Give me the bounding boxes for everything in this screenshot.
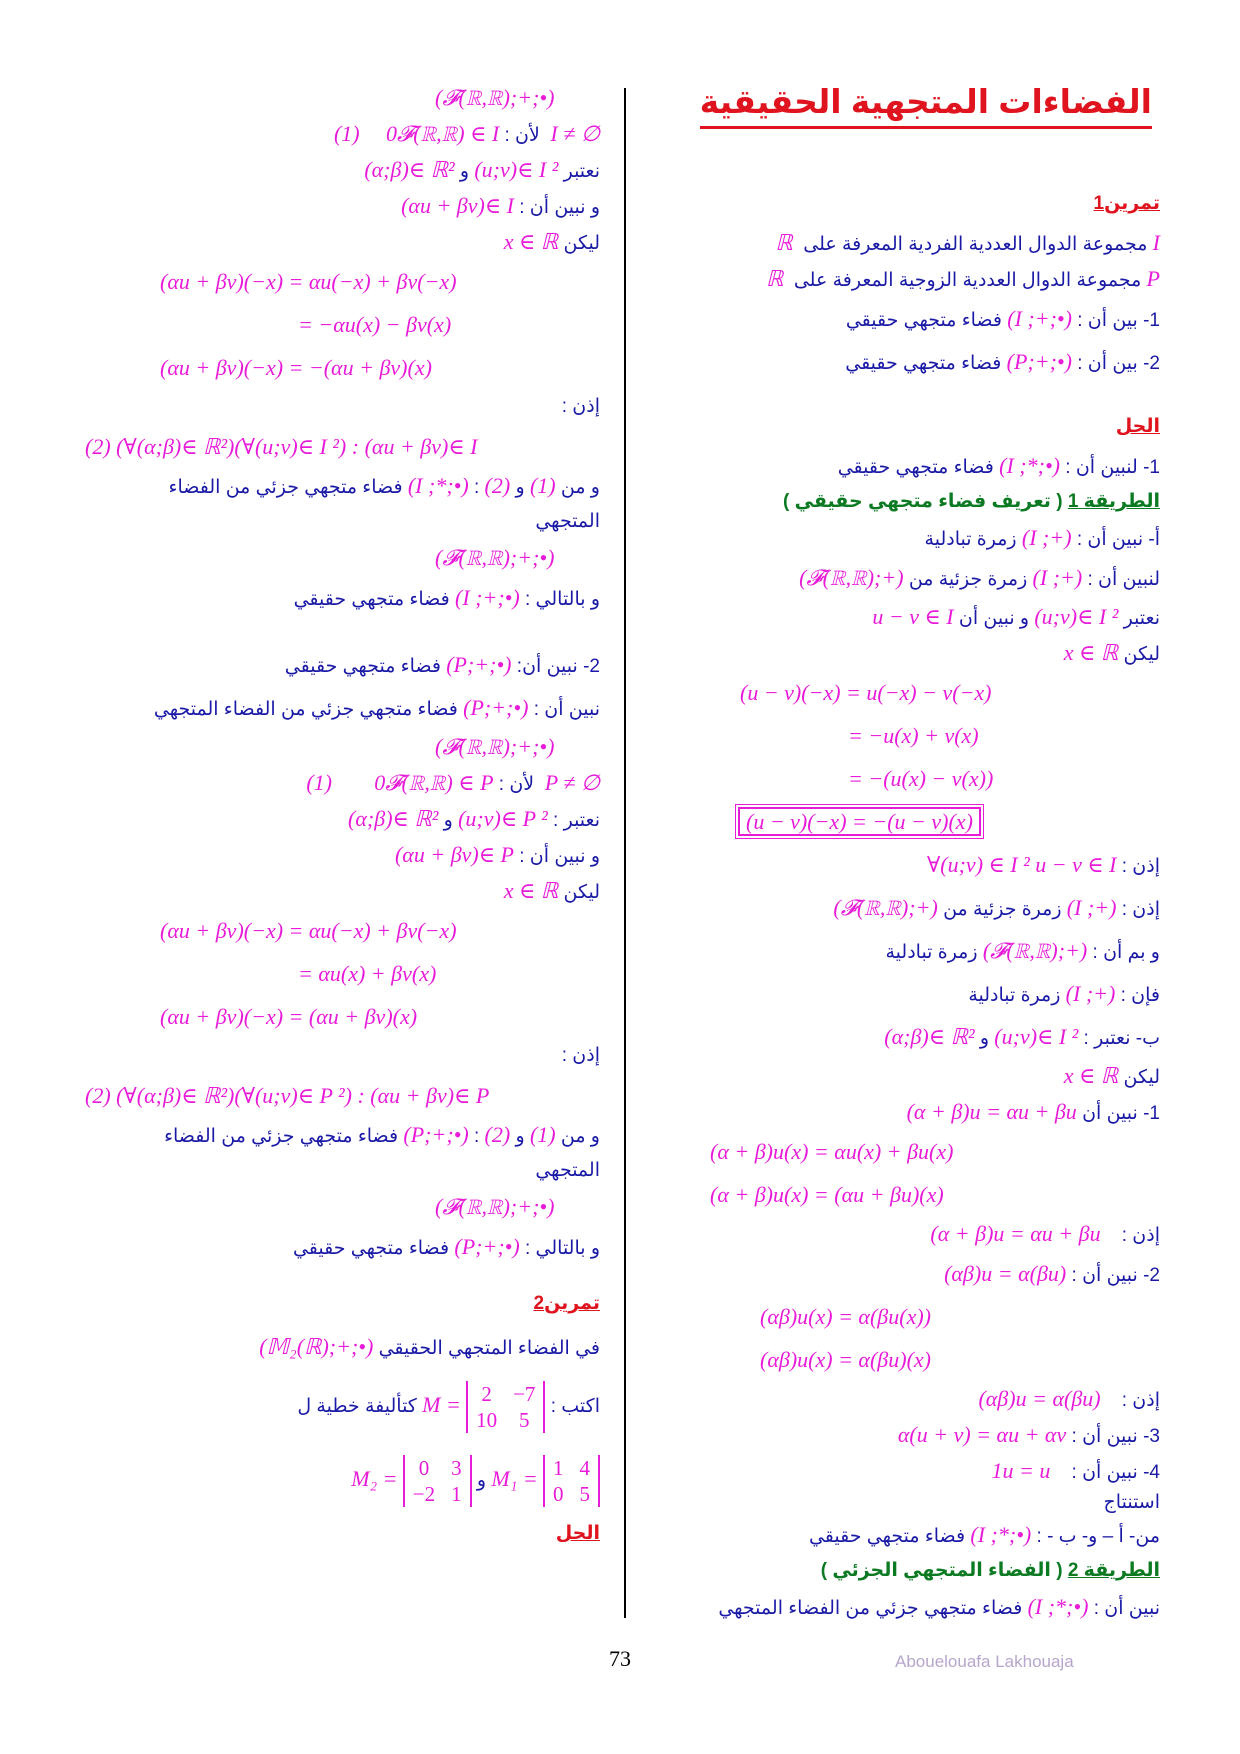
text-line xyxy=(85,1368,600,1442)
text-line xyxy=(690,405,1160,448)
math-expression: (1) xyxy=(529,1122,556,1147)
math-expression: (1) xyxy=(333,121,360,146)
math-expression: P ≠ ∅ xyxy=(544,770,600,795)
math-expression: 0𝓕(ℝ,ℝ) ∈ P xyxy=(374,770,494,795)
math-expression: (α + β)u(x) = αu(x) + βu(x) xyxy=(710,1139,954,1164)
text-line xyxy=(690,843,1160,886)
math-expression: = −αu(x) − βv(x) xyxy=(298,312,452,337)
text-segment: 1- لنبين أن : xyxy=(1065,457,1160,478)
text-segment: ليكن xyxy=(1123,644,1160,665)
math-expression: M = xyxy=(422,1392,461,1417)
math-expression: (αu + βv)(−x) = αu(−x) + βv(−x) xyxy=(160,269,457,294)
left-column xyxy=(85,80,600,1552)
math-expression: (u;v)∈ I ² xyxy=(1034,604,1119,629)
math-expression: (I ;+) xyxy=(1065,981,1116,1006)
text-line xyxy=(690,520,1160,556)
math-expression: I ≠ ∅ xyxy=(550,121,600,146)
text-segment: إذن : xyxy=(1121,1225,1160,1246)
text-segment: 2- نبين أن: xyxy=(516,656,600,677)
text-segment: الطريقة 2 xyxy=(1067,1560,1160,1581)
math-expression: ℝ xyxy=(765,266,784,291)
math-expression: (α + β)u = αu + βu xyxy=(930,1221,1101,1246)
math-expression: (𝓕(ℝ,ℝ);+;•) xyxy=(435,734,555,759)
text-line xyxy=(690,1453,1160,1489)
text-segment: فضاء متجهي جزئي من الفضاء xyxy=(168,477,403,498)
text-line xyxy=(690,1517,1160,1553)
math-expression: (P;+;•) xyxy=(1006,349,1072,374)
text-segment: نبين أن : xyxy=(1093,1598,1160,1619)
text-segment: فضاء متجهي حقيقي xyxy=(292,1238,450,1259)
text-segment: إذن : xyxy=(561,396,600,417)
math-expression: ∀(u;v) ∈ I ² u − v ∈ I xyxy=(927,852,1117,877)
math-expression: (2) xyxy=(484,1122,511,1147)
text-segment: إذن : xyxy=(1121,856,1160,877)
math-expression: M₁ = xyxy=(491,1466,538,1491)
text-line xyxy=(690,800,1160,843)
text-segment: ليكن xyxy=(563,882,600,903)
text-line xyxy=(85,303,600,346)
text-segment: : xyxy=(473,1126,480,1147)
solution-label: الحل xyxy=(1115,416,1160,437)
text-segment: 1- بين أن : xyxy=(1077,310,1160,331)
text-segment: المتجهي xyxy=(535,1160,600,1181)
math-expression: 5 xyxy=(572,1481,600,1507)
text-line xyxy=(85,837,600,873)
text-segment: فضاء متجهي حقيقي xyxy=(284,656,441,677)
text-segment: الطريقة 1 xyxy=(1067,491,1160,512)
text-segment: و xyxy=(979,1028,990,1049)
text-segment: إذن : xyxy=(561,1045,600,1066)
text-line xyxy=(85,729,600,765)
math-expression: (α + β)u = αu + βu xyxy=(906,1099,1077,1124)
math-expression: x ∈ ℝ xyxy=(503,878,559,903)
text-segment: لنبين أن : xyxy=(1087,569,1160,590)
text-segment: كتأليفة خطية ل xyxy=(297,1396,417,1417)
text-segment: ( الفضاء المتجهي الجزئي ) xyxy=(820,1560,1063,1581)
math-expression: = αu(x) + βv(x) xyxy=(298,961,437,986)
text-line xyxy=(85,995,600,1038)
text-segment: و بالتالي : xyxy=(524,589,600,610)
text-line xyxy=(690,484,1160,520)
text-line xyxy=(690,1489,1160,1517)
text-segment: فضاء متجهي حقيقي xyxy=(808,1526,966,1547)
math-expression: (αu + βv)∈ P xyxy=(394,842,514,867)
boxed-result: (u − v)(−x) = −(u − v)(x) xyxy=(738,807,981,836)
math-expression: (αu + βv)∈ I xyxy=(401,193,514,218)
math-expression: = −u(x) + v(x) xyxy=(848,723,979,748)
text-line xyxy=(85,1225,600,1268)
text-segment: و نبين أن xyxy=(958,608,1030,629)
math-expression: x ∈ ℝ xyxy=(1063,640,1119,665)
text-segment: و بالتالي : xyxy=(524,1238,600,1259)
text-segment: و xyxy=(443,810,453,831)
text-line xyxy=(85,643,600,686)
text-segment: 1- نبين أن xyxy=(1082,1103,1160,1124)
math-expression: x ∈ ℝ xyxy=(503,229,559,254)
text-segment: استنتاج xyxy=(1103,1492,1160,1513)
text-segment: و xyxy=(515,1126,525,1147)
text-segment: فضاء متجهي جزئي من الفضاء المتجهي xyxy=(718,1598,1023,1619)
text-line xyxy=(85,765,600,801)
text-segment: زمرة جزئية من xyxy=(943,899,1062,920)
text-segment: لأن : xyxy=(504,125,540,146)
text-line xyxy=(85,686,600,729)
text-line xyxy=(85,468,600,504)
math-expression: (I ;+) xyxy=(1021,525,1072,550)
exercise-1-label: تمرين1 xyxy=(1093,193,1160,214)
text-segment: إذن : xyxy=(1121,899,1160,920)
text-line xyxy=(85,576,600,619)
math-expression: (𝓕(ℝ,ℝ);+) xyxy=(982,938,1088,963)
text-segment: زمرة تبادلية xyxy=(968,985,1061,1006)
page-number: 73 xyxy=(609,1646,631,1671)
math-expression: (P;+;•) xyxy=(463,695,529,720)
text-segment: أ- نبين أن : xyxy=(1076,529,1160,550)
text-line xyxy=(85,188,600,224)
text-line xyxy=(690,1589,1160,1625)
math-expression: (I ;*;•) xyxy=(1027,1594,1089,1619)
math-expression: (αu + βv)(−x) = (αu + βv)(x) xyxy=(160,1004,418,1029)
math-expression: (αu + βv)(−x) = αu(−x) + βv(−x) xyxy=(160,918,457,943)
text-line xyxy=(690,757,1160,800)
text-segment: زمرة تبادلية xyxy=(885,942,978,963)
text-line xyxy=(85,1038,600,1074)
matrix-M2 xyxy=(403,1455,472,1507)
math-expression: (αu + βv)(−x) = −(αu + βv)(x) xyxy=(160,355,432,380)
text-line xyxy=(690,1417,1160,1453)
text-line xyxy=(85,116,600,152)
text-line xyxy=(690,1216,1160,1252)
matrix-M xyxy=(466,1381,545,1433)
text-segment: 3- نبين أن : xyxy=(1071,1426,1160,1447)
text-segment: و بم أن : xyxy=(1092,942,1160,963)
text-segment: فضاء متجهي حقيقي xyxy=(293,589,450,610)
math-expression: 10 xyxy=(467,1407,505,1433)
math-expression: (u;v)∈ I ² xyxy=(474,157,559,182)
text-segment: و من xyxy=(560,477,600,498)
math-expression: (I ;+;•) xyxy=(1007,306,1072,331)
math-expression: (P;+;•) xyxy=(403,1122,469,1147)
text-segment: و نبين أن : xyxy=(519,197,600,218)
text-line xyxy=(690,929,1160,972)
text-segment: و xyxy=(515,477,525,498)
math-expression: 1u = u xyxy=(991,1458,1051,1483)
text-segment: في الفضاء المتجهي الحقيقي xyxy=(378,1338,600,1359)
math-expression: (2) (∀(α;β)∈ ℝ²)(∀(u;v)∈ P ²) : (αu + βv)∈ P xyxy=(85,1083,490,1108)
text-line xyxy=(85,389,600,425)
text-line xyxy=(690,340,1160,383)
math-expression: P xyxy=(1146,266,1160,291)
text-line xyxy=(690,261,1160,297)
math-expression: (u;v)∈ P ² xyxy=(458,806,548,831)
text-line xyxy=(690,182,1160,225)
text-segment: فإن : xyxy=(1120,985,1160,1006)
text-line xyxy=(85,1442,600,1516)
math-expression: α(u + v) = αu + αv xyxy=(897,1422,1067,1447)
math-expression: (𝓕(ℝ,ℝ);+;•) xyxy=(435,545,555,570)
text-segment: مجموعة الدوال العددية الزوجية المعرفة على xyxy=(793,270,1142,291)
math-expression: (P;+;•) xyxy=(446,652,512,677)
math-expression: (αβ)u = α(βu) xyxy=(944,1261,1067,1286)
text-segment: نبين أن : xyxy=(533,699,600,720)
text-segment: لأن : xyxy=(498,774,535,795)
text-line xyxy=(690,1553,1160,1589)
column-divider xyxy=(624,88,626,1618)
text-line xyxy=(690,1058,1160,1094)
text-segment: فضاء متجهي جزئي من الفضاء المتجهي xyxy=(153,699,458,720)
text-line xyxy=(690,1295,1160,1338)
text-segment: 4- نبين أن : xyxy=(1071,1462,1160,1483)
math-expression: (I ;+) xyxy=(1032,565,1083,590)
math-expression: 0𝓕(ℝ,ℝ) ∈ I xyxy=(386,121,500,146)
math-expression: −7 xyxy=(505,1381,544,1407)
solution-label-2: الحل xyxy=(555,1523,600,1544)
text-line xyxy=(690,448,1160,484)
text-line xyxy=(85,260,600,303)
math-expression: (I ;*;•) xyxy=(407,473,469,498)
math-expression: I xyxy=(1152,230,1160,255)
math-expression: (α;β)∈ ℝ² xyxy=(364,157,455,182)
exercise-2-label: تمرين2 xyxy=(533,1293,600,1314)
text-segment: و xyxy=(476,1470,487,1491)
math-expression: (I ;*;•) xyxy=(999,453,1060,478)
text-line xyxy=(85,1074,600,1117)
text-line xyxy=(85,504,600,540)
page-title: الفضاءات المتجهية الحقيقية xyxy=(700,80,1152,129)
math-expression: 1 xyxy=(544,1455,572,1481)
math-expression: (u;v)∈ I ² xyxy=(994,1024,1079,1049)
text-line xyxy=(85,346,600,389)
math-expression: (I ;+;•) xyxy=(455,585,520,610)
text-line xyxy=(85,952,600,995)
math-expression: 2 xyxy=(467,1381,505,1407)
text-segment: زمرة جزئية من xyxy=(908,569,1028,590)
math-expression: (αβ)u(x) = α(βu)(x) xyxy=(760,1347,931,1372)
text-segment: اكتب : xyxy=(550,1396,600,1417)
math-expression: (1) xyxy=(306,770,332,795)
math-expression: (α + β)u(x) = (αu + βu)(x) xyxy=(710,1182,944,1207)
math-expression: = −(u(x) − v(x)) xyxy=(848,766,994,791)
text-line xyxy=(85,224,600,260)
math-expression: (2) xyxy=(484,473,511,498)
math-expression: ℝ xyxy=(775,230,793,255)
math-expression: 1 xyxy=(443,1481,471,1507)
text-line xyxy=(690,556,1160,599)
text-line xyxy=(690,297,1160,340)
text-segment: زمرة تبادلية xyxy=(924,529,1017,550)
text-segment: فضاء متجهي حقيقي xyxy=(845,310,1002,331)
math-expression: (α;β)∈ ℝ² xyxy=(884,1024,975,1049)
text-line xyxy=(85,1516,600,1552)
text-segment: فضاء متجهي حقيقي xyxy=(837,457,994,478)
text-line xyxy=(85,540,600,576)
text-line xyxy=(690,599,1160,635)
math-expression: (2) (∀(α;β)∈ ℝ²)(∀(u;v)∈ I ²) : (αu + βv)∈ I xyxy=(85,434,478,459)
text-line xyxy=(85,1325,600,1368)
math-expression: (𝓕(ℝ,ℝ);+) xyxy=(833,895,938,920)
text-line xyxy=(690,225,1160,261)
text-segment: نعتبر xyxy=(1123,608,1160,629)
text-line xyxy=(85,1117,600,1153)
text-line xyxy=(85,873,600,909)
text-segment: و نبين أن : xyxy=(519,846,600,867)
text-segment: و من xyxy=(560,1126,600,1147)
text-line xyxy=(690,1381,1160,1417)
math-expression: M₂ = xyxy=(351,1466,398,1491)
text-line xyxy=(690,714,1160,757)
math-expression: (α;β)∈ ℝ² xyxy=(348,806,439,831)
text-segment: ليكن xyxy=(1123,1067,1160,1088)
math-expression: 5 xyxy=(505,1407,544,1433)
matrix-M1 xyxy=(543,1455,600,1507)
text-line xyxy=(85,425,600,468)
math-expression: (I ;+) xyxy=(1066,895,1117,920)
text-line xyxy=(690,1173,1160,1216)
text-segment: : xyxy=(473,477,480,498)
author-credit: Abouelouafa Lakhouaja xyxy=(895,1652,1074,1671)
text-segment: فضاء متجهي حقيقي xyxy=(845,353,1002,374)
text-segment: من- أ – و- ب - : xyxy=(1036,1526,1160,1547)
math-expression: −2 xyxy=(404,1481,443,1507)
text-segment: نعتبر : xyxy=(553,810,600,831)
math-expression: 4 xyxy=(572,1455,600,1481)
math-expression: (𝓕(ℝ,ℝ);+;•) xyxy=(435,1194,555,1219)
text-segment: المتجهي xyxy=(535,511,600,532)
math-expression: (P;+;•) xyxy=(454,1234,520,1259)
text-line xyxy=(690,1015,1160,1058)
text-segment: 2- بين أن : xyxy=(1077,353,1160,374)
text-line xyxy=(690,1252,1160,1295)
text-line xyxy=(85,1189,600,1225)
right-column xyxy=(690,80,1160,1625)
math-expression: (1) xyxy=(529,473,556,498)
text-line xyxy=(85,80,600,116)
text-segment: نعتبر xyxy=(563,161,600,182)
math-expression: 0 xyxy=(544,1481,572,1507)
text-line xyxy=(690,1130,1160,1173)
math-expression: 3 xyxy=(443,1455,471,1481)
text-segment: إذن : xyxy=(1121,1390,1160,1411)
text-line xyxy=(690,1094,1160,1130)
text-segment: ليكن xyxy=(563,233,600,254)
text-line xyxy=(85,909,600,952)
math-expression: (𝓕(ℝ,ℝ);+;•) xyxy=(435,85,555,110)
math-expression: (αβ)u = α(βu) xyxy=(978,1386,1101,1411)
text-line xyxy=(85,152,600,188)
math-expression: (αβ)u(x) = α(βu(x)) xyxy=(760,1304,931,1329)
math-expression: 0 xyxy=(404,1455,443,1481)
text-line xyxy=(690,671,1160,714)
text-segment: فضاء متجهي جزئي من الفضاء xyxy=(164,1126,399,1147)
math-expression: u − v ∈ I xyxy=(872,604,954,629)
text-line xyxy=(690,972,1160,1015)
math-expression: (𝕄₂(ℝ);+;•) xyxy=(259,1334,374,1359)
text-segment: و xyxy=(459,161,470,182)
math-expression: x ∈ ℝ xyxy=(1063,1063,1119,1088)
text-line xyxy=(85,801,600,837)
text-line xyxy=(690,886,1160,929)
text-line xyxy=(690,635,1160,671)
text-segment: ( تعريف فضاء متجهي حقيقي ) xyxy=(783,491,1063,512)
text-segment: مجموعة الدوال العددية الفردية المعرفة على xyxy=(803,234,1148,255)
text-line xyxy=(690,1338,1160,1381)
math-expression: (𝓕(ℝ,ℝ);+) xyxy=(799,565,904,590)
math-expression: (u − v)(−x) = u(−x) − v(−x) xyxy=(740,680,992,705)
text-line xyxy=(85,1282,600,1325)
math-expression: (I ;*;•) xyxy=(970,1522,1032,1547)
text-line xyxy=(85,1153,600,1189)
text-segment: ب- نعتبر : xyxy=(1083,1028,1160,1049)
text-segment: 2- نبين أن : xyxy=(1071,1265,1160,1286)
